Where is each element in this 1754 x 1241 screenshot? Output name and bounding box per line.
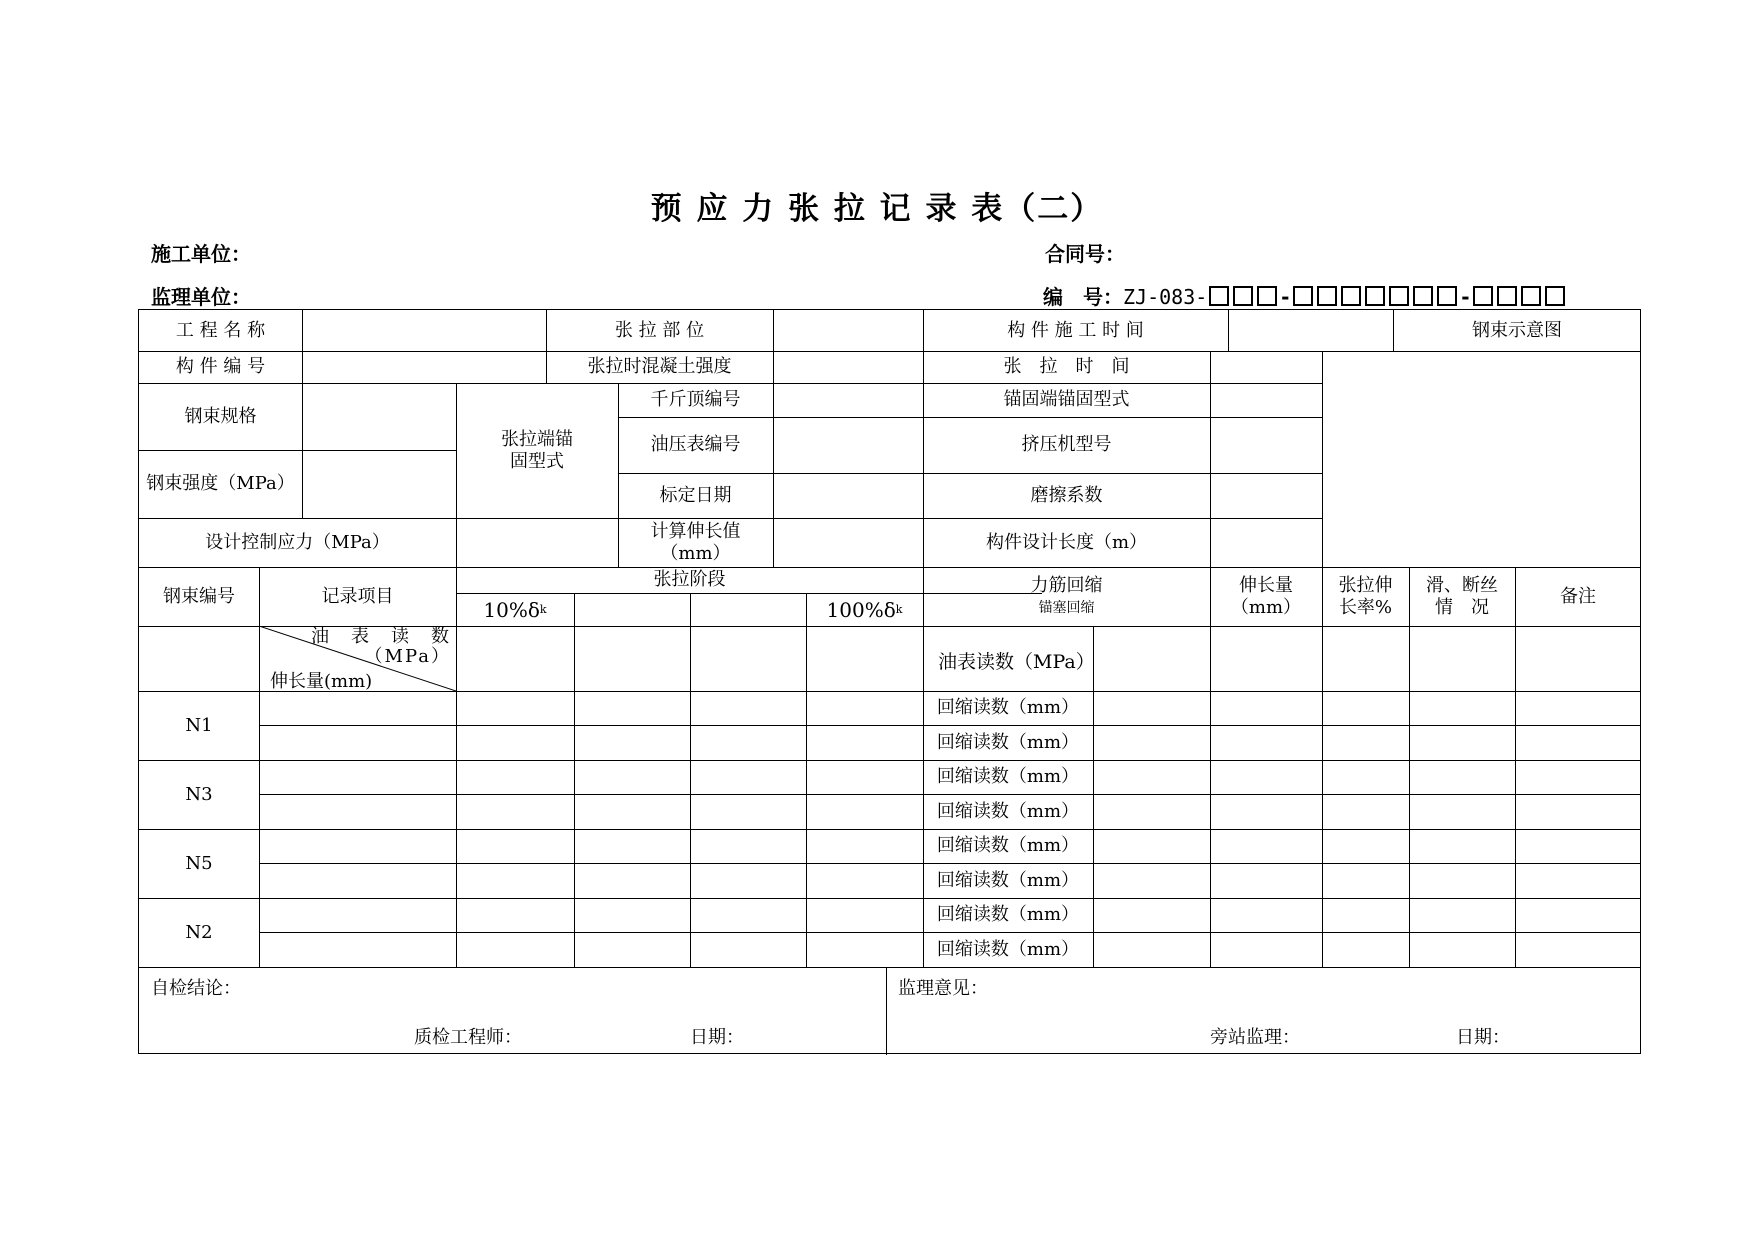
retract-reading-label: 回缩读数（mm） [936,800,1080,822]
tension-time-label: 张 拉 时 间 [1003,356,1130,377]
design-stress-label: 设计控制应力（MPa） [205,531,390,553]
serial-number [1043,281,1567,310]
site-supervisor-label: 旁站监理： [1210,1027,1300,1048]
serial-dash-2: - [1459,285,1472,309]
member-no-label: 构 件 编 号 [175,356,266,377]
retract-reading-label: 回缩读数（mm） [936,904,1080,925]
tendon-label: N1 [185,714,213,736]
elong-rate-header: 张拉伸长率% [1338,574,1393,618]
retract-reading-label: 回缩读数（mm） [936,731,1080,753]
tension-anchor-type-label: 张拉端锚固型式 [501,428,573,472]
supervision-opinion-label: 监理意见： [898,978,988,999]
retraction-header: 力筋回缩 锚塞回缩 [1030,574,1103,616]
record-item-header: 记录项目 [321,585,394,607]
project-name-label: 工 程 名 称 [175,319,266,341]
stage-100-header: 100% δ k [826,597,903,622]
gauge-reading-label: 油 表 读 数（MPa） [311,626,451,667]
tendon-label: N3 [185,783,213,805]
gauge-reading-right-label: 油表读数（MPa） [938,651,1095,673]
calibration-date-label: 标定日期 [659,484,732,506]
tendon-label: N2 [185,921,213,943]
tension-part-label: 张 拉 部 位 [614,319,705,341]
calc-elongation-label: 计算伸长值（mm） [650,520,741,564]
elongation-header: 伸长量（mm） [1230,574,1302,618]
record-table [138,309,1641,1054]
form-title: 预 应 力 张 拉 记 录 表（二） [650,191,1104,227]
self-check-label: 自检结论： [151,978,241,999]
retract-reading-label: 回缩读数（mm） [936,835,1080,856]
remark-header: 备注 [1560,585,1596,607]
tendon-label: N5 [185,852,213,874]
tension-stage-header: 张拉阶段 [653,569,726,590]
contract-no-label: 合同号： [1045,242,1125,266]
retract-reading-label: 回缩读数（mm） [936,869,1080,891]
tendon-diagram-label: 钢束示意图 [1472,319,1562,341]
date-label: 日期： [690,1027,744,1048]
qc-engineer-label: 质检工程师： [414,1027,522,1048]
gauge-no-label: 油压表编号 [650,434,741,455]
member-construction-time-label: 构 件 施 工 时 间 [1007,319,1144,341]
tendon-strength-label: 钢束强度（MPa） [146,473,295,494]
serial-label: 编 号： [1043,285,1123,309]
serial-prefix: ZJ-083- [1123,285,1208,309]
concrete-strength-label: 张拉时混凝土强度 [587,356,732,377]
supervision-unit-label: 监理单位： [151,285,251,309]
extruder-model-label: 挤压机型号 [1021,434,1112,455]
serial-dash-1: - [1279,285,1292,309]
jack-no-label: 千斤顶编号 [650,389,741,410]
tendon-no-header: 钢束编号 [163,585,235,607]
elong-mm-label: 伸长量(mm) [270,671,373,692]
construction-unit-label: 施工单位： [151,242,251,266]
member-length-label: 构件设计长度（m） [985,531,1148,553]
retract-reading-label: 回缩读数（mm） [936,697,1080,718]
retract-reading-label: 回缩读数（mm） [936,938,1080,960]
slip-header: 滑、断丝情 况 [1426,574,1498,618]
tendon-spec-label: 钢束规格 [184,405,257,427]
stage-10-header: 10% δ k [483,597,547,622]
date-label: 日期： [1456,1027,1510,1048]
anchor-end-type-label: 锚固端锚固型式 [1003,389,1130,410]
retract-reading-label: 回缩读数（mm） [936,766,1080,787]
friction-coef-label: 磨擦系数 [1030,484,1103,506]
